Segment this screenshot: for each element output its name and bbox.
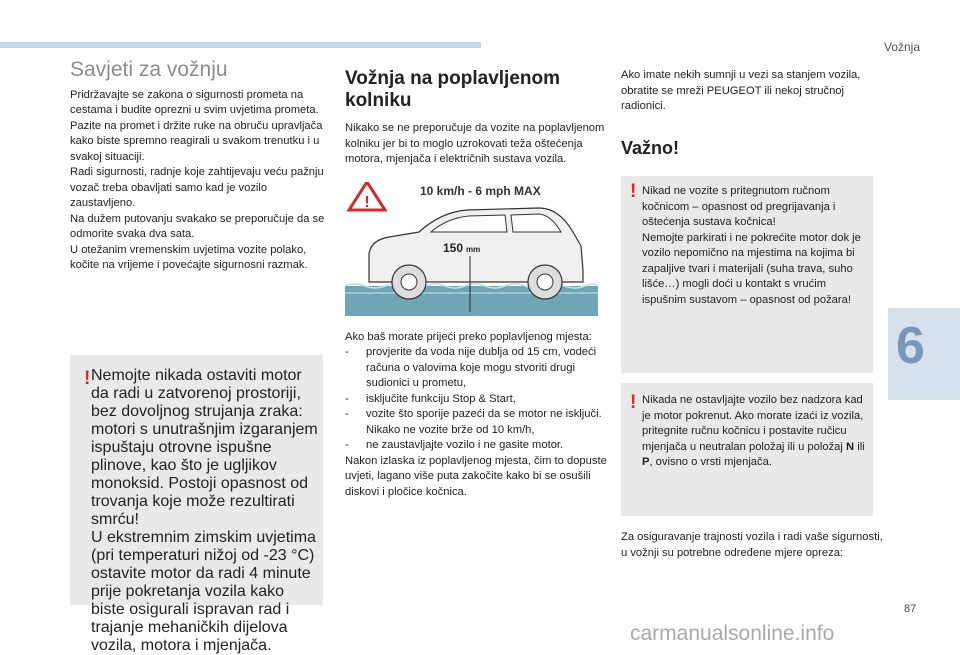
list-item: - isključite funkciju Stop & Start, (345, 392, 516, 405)
section-title: Vožnja (883, 40, 920, 54)
flooded-road-lead: Ako baš morate prijeći preko poplavljenog mjesta: (345, 330, 592, 343)
header-bar (0, 42, 481, 48)
chapter-tab (888, 308, 960, 400)
chapter-number: 6 (896, 317, 925, 375)
list-item: - ne zaustavljajte vozilo i ne gasite motor. (345, 439, 564, 451)
column-flooded-road (345, 68, 610, 500)
service-advice: Ako imate nekih sumnji u vezi sa stanjem vozila, obratite se mreži PEUGEOT ili nekoj stručnoj radionici. (621, 69, 861, 112)
driving-tips-para-4: Na dužem putovanju svakako se preporučuje da se odmorite svaka dva sata. (70, 212, 325, 240)
warning-line-1: Nikada ne ostavljajte vozilo bez nadzora kad je motor pokrenut. Ako morate izaći iz vozila, pritegnite ručnu kočnicu i postavite ručicu mjenjača u neutralan položaj ili u položaj N ili P, ovisno o vrsti mjenjača. (642, 394, 865, 468)
warning-line-1: Nemojte nikada ostaviti motor da radi u zatvorenoj prostoriji, bez dovoljnog strujanja zraka: motori s unutrašnjim izgaranjem ispuštaju otrovne ispušne plinove, kao što je ugljikov monoksid. Postoji opasnost od trovanja koje može rezultirati smrću! (91, 367, 318, 528)
warning-exclamation-icon: ! (84, 368, 91, 389)
warning-line-1: Nikad ne vozite s pritegnutom ručnom kočnicom – opasnost od pregrijavanja i oštećenja sustava kočnica! (642, 185, 836, 228)
list-item: - vozite što sporije pazeći da se motor ne isključi. Nikako ne vozite brže od 10 km/h, (345, 408, 602, 436)
column-important (621, 68, 883, 561)
driving-tips-para-3: Radi sigurnosti, radnje koje zahtijevaju veću pažnju vozač treba obavljati samo kad je vozilo zaustavljeno. (70, 166, 324, 209)
warning-text (70, 367, 319, 655)
flooded-road-title: Vožnja na poplavljenom kolniku (345, 68, 561, 111)
footer-watermark: carmanualsonline.info (630, 622, 835, 645)
page-number: 87 (904, 603, 917, 615)
warning-box-handbrake (621, 176, 873, 373)
list-item: - provjerite da voda nije dublja od 15 cm, vodeći računa o valovima koje mogu stvoriti drugi sudionici u prometu, (345, 346, 597, 389)
flooded-road-intro: Nikako se ne preporučuje da vozite na poplavljenom kolniku jer bi to moglo uzrokovati teža oštećenja motora, mjenjača i električnih sustava vozila. (345, 122, 605, 165)
warning-line-2: U ekstremnim zimskim uvjetima (pri temperaturi nižoj od -23 °C) ostavite motor da radi 4 minute prije pokretanja vozila kako biste osigurali ispravan rad i trajanje mehaničkih dijelova vozila, motora i mjenjača. (91, 529, 316, 654)
precautions-intro: Za osiguravanje trajnosti vozila i radi vaše sigurnosti, u vožnji su potrebne određene mjere opreza: (621, 531, 883, 559)
driving-tips-para-5: U otežanim vremenskim uvjetima vozite polako, kočite na vrijeme i povećajte sigurnosni razmak. (70, 243, 308, 271)
column-driving-tips (70, 58, 332, 274)
flooded-road-outro: Nakon izlaska iz poplavljenog mjesta, čim to dopuste uvjeti, lagano više puta zakočite kako bi se osušili diskovi i pločice kočnica. (345, 454, 607, 498)
driving-tips-para-2: Pazite na promet i držite ruke na obruču upravljača kako biste spremno reagirali u svakom trenutku i u svakoj situaciji. (70, 119, 323, 163)
warning-text (621, 181, 866, 308)
driving-tips-title: Savjeti za vožnju (70, 58, 228, 81)
warning-box-unattended (621, 383, 873, 516)
warning-line-2: Nemojte parkirati i ne pokrećite motor dok je vozilo nepomično na mjestima na kojima bi zapaljive tvari i materijali (suha trava, suho lišće…) mogli doći u kontakt s vrućim ispušnim sustavom – opasnost od požara! (642, 231, 861, 306)
depth-value: 150 (442, 240, 463, 255)
car-in-water-image (345, 182, 598, 316)
warning-exclamation-icon: ! (630, 181, 637, 202)
important-title: Važno! (621, 137, 680, 158)
warning-text (621, 393, 866, 471)
driving-tips-para-1: Pridržavajte se zakona o sigurnosti prometa na cestama i budite oprezni u svim uvjetima prometa. (70, 88, 319, 116)
speed-limit-label: 10 km/h - 6 mph MAX (420, 183, 541, 198)
flooded-road-illustration (345, 182, 598, 316)
warning-triangle-mark: ! (364, 193, 370, 211)
warning-exclamation-icon: ! (630, 392, 637, 413)
warning-box-engine (70, 355, 323, 654)
depth-unit: mm (466, 244, 481, 254)
